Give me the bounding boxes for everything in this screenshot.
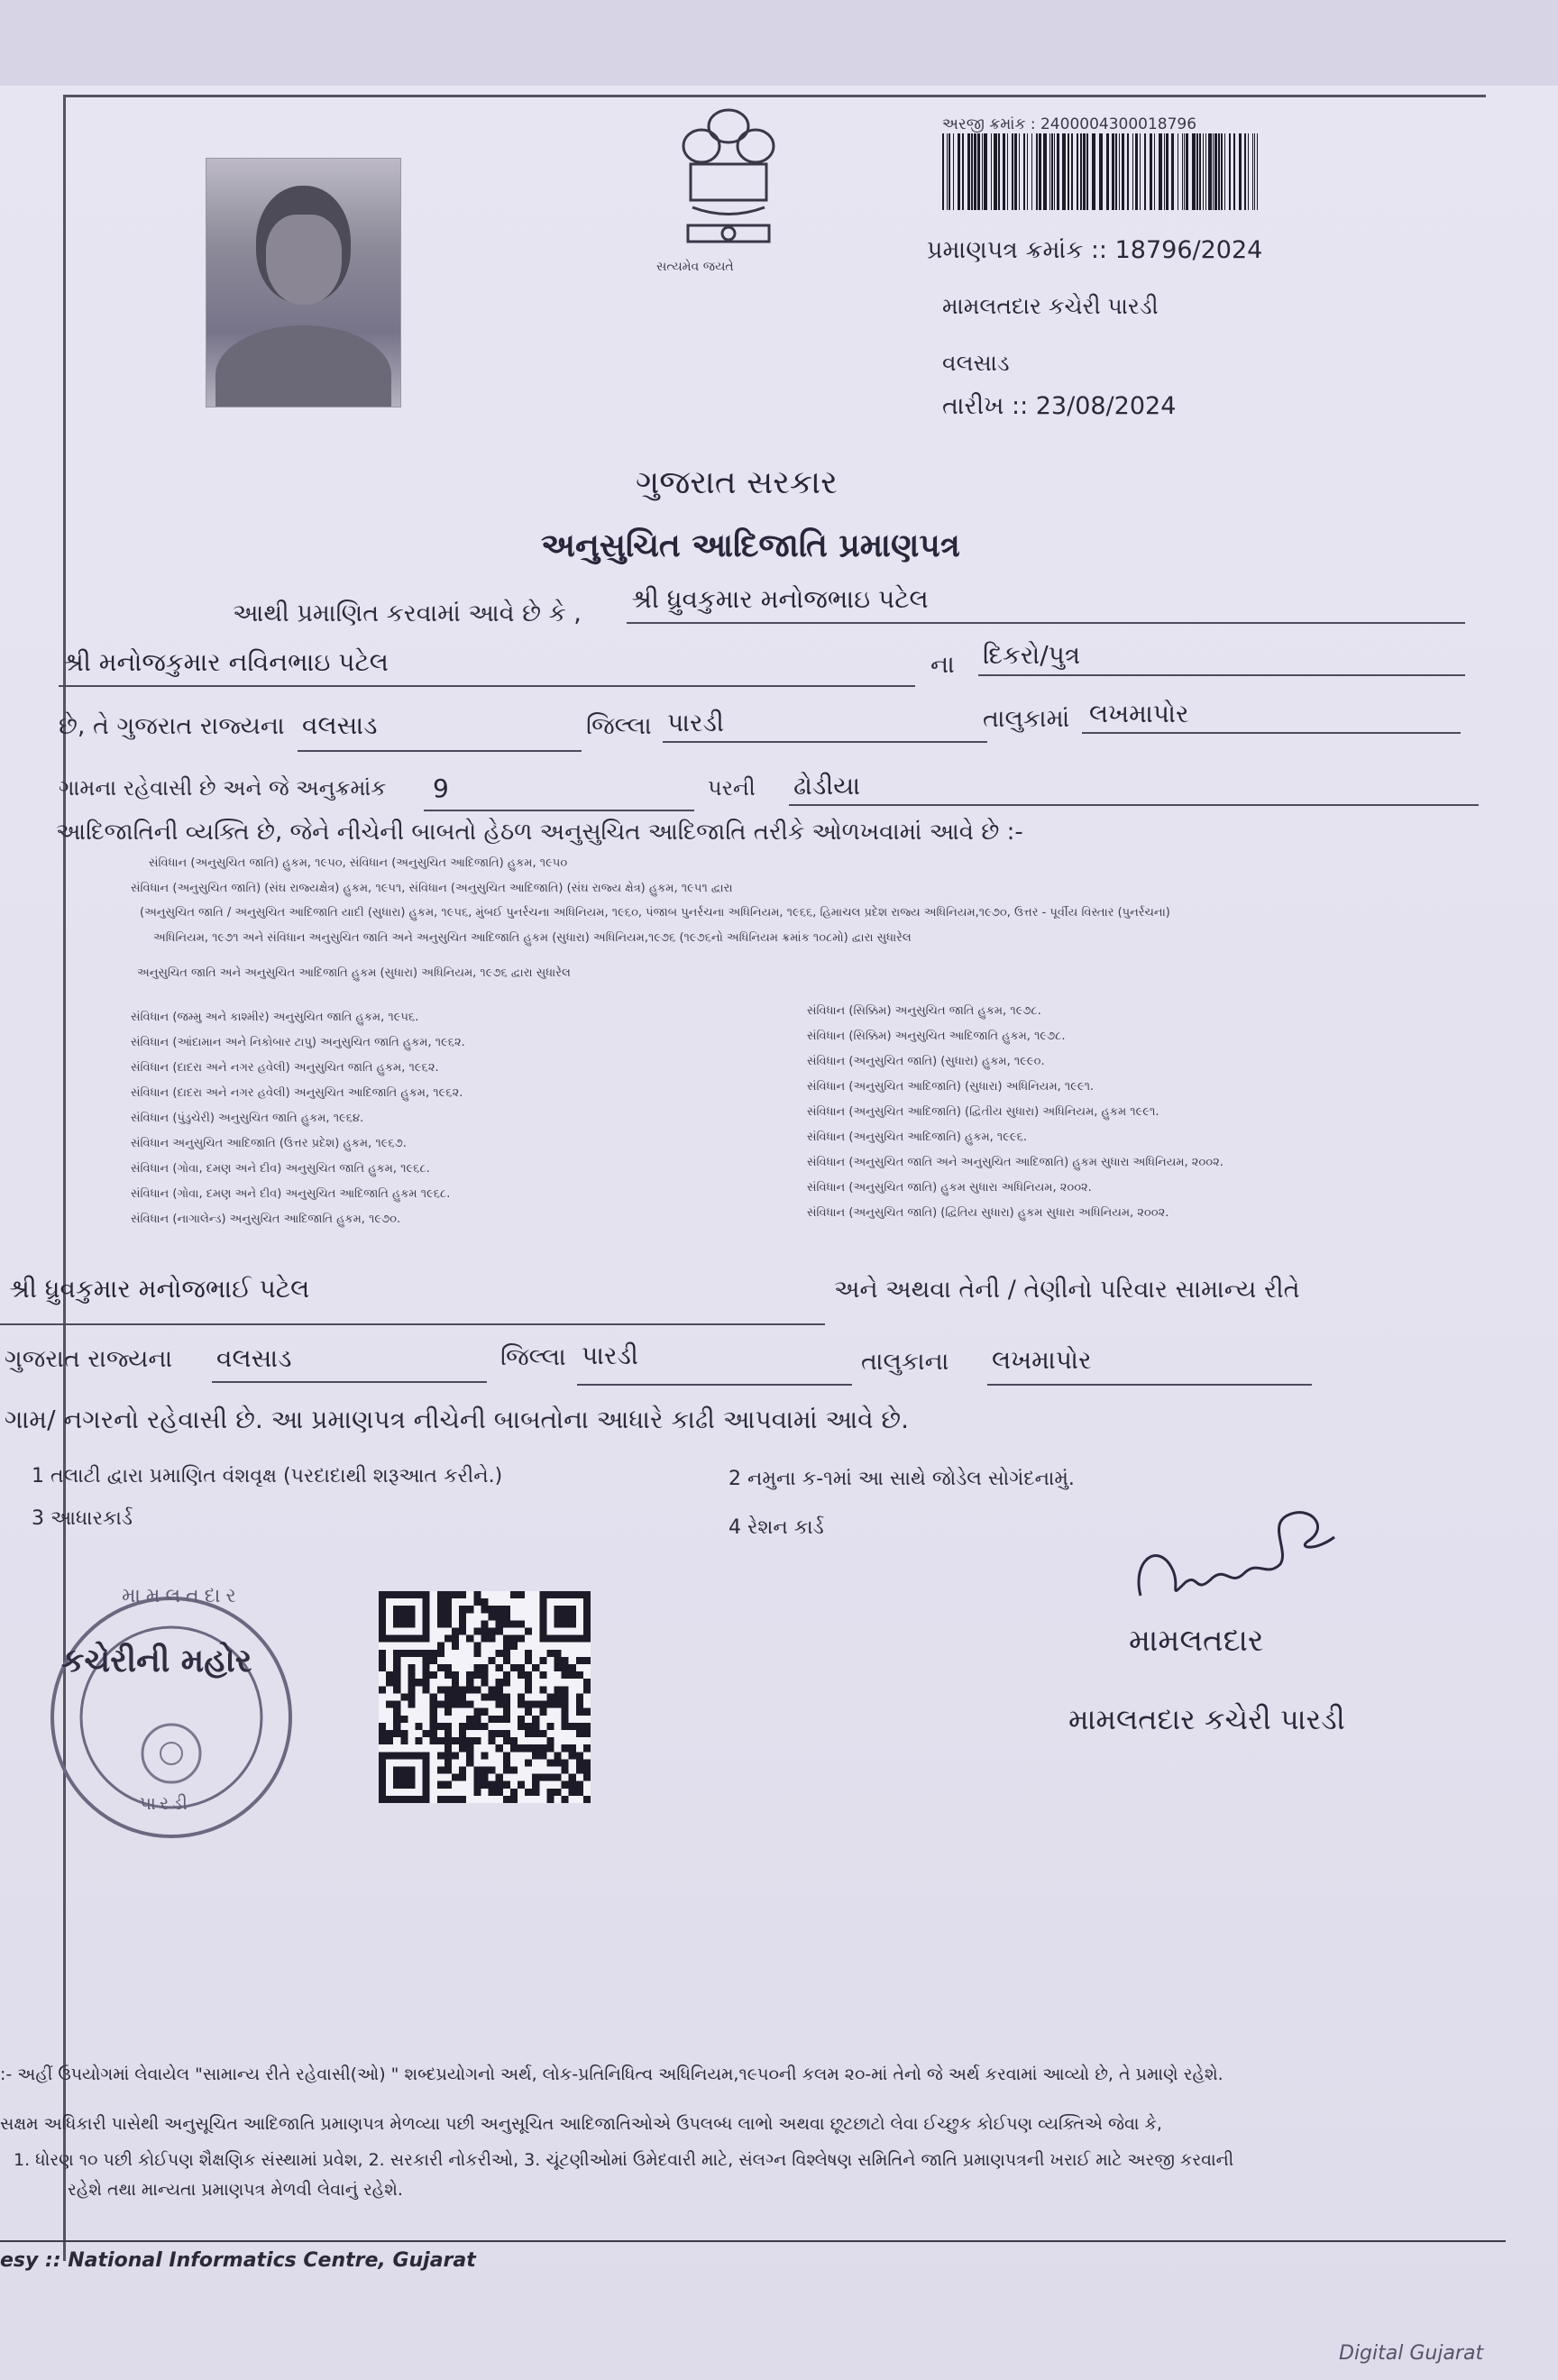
of-label-2: પરની: [708, 775, 756, 801]
footer-note: રહેશે તથા માન્યતા પ્રમાણપત્ર મેળવી લેવાનું રહેશે.: [68, 2180, 403, 2200]
serial-number: 9: [433, 774, 449, 803]
courtesy-text: esy :: National Informatics Centre, Gujarat: [0, 2249, 476, 2272]
right-order: સંવિધાન (અનુસુચિત જાતિ) હુકમ સુધારા અધિનિયમ, ૨૦૦૨.: [807, 1181, 1092, 1195]
right-order: સંવિધાન (સિક્કિમ) અનુસુચિત જાતિ હુકમ, ૧૯૭૮.: [807, 1004, 1041, 1018]
left-order: સંવિધાન (ગોવા, દમણ અને દીવ) અનુસુચિત આદિજાતિ હુકમ ૧૯૬૮.: [131, 1187, 451, 1201]
underline: [0, 1323, 825, 1325]
left-order: સંવિધાન (પુંડુચેરી) અનુસુચિત જાતિ હુકમ, ૧૯૬૪.: [131, 1112, 364, 1125]
tribe-name: ઢોડીયા: [793, 771, 861, 801]
underline: [627, 622, 1465, 624]
state-prefix: છે, તે ગુજરાત રાજ્યના: [59, 712, 285, 740]
right-order: સંવિધાન (અનુસુચિત આદિજાતિ) હુકમ, ૧૯૯૬.: [807, 1130, 1028, 1144]
of-label: ના: [930, 651, 955, 679]
underline: [663, 741, 987, 743]
issuing-district: વલસાડ: [942, 350, 1010, 376]
district-label-2: જિલ્લા: [500, 1343, 566, 1371]
footer-note: 1. ધોરણ ૧૦ પછી કોઈપણ શૈક્ષણિક સંસ્થામાં પ્રવેશ, 2. સરકારી નોકરીઓ, 3. ચૂંટણીઓમાં ઉમેદવારી માટે, સંલગ્ન વિશ્લેષણ સમિતિને જાતિ પ્રમાણપત્રની ખરાઈ માટે અરજી કરવાની: [14, 2150, 1234, 2170]
seal-ring-bottom: પારડી: [140, 1792, 191, 1814]
office-stamp-label: કચેરીની મહોર: [61, 1643, 252, 1680]
state-label-2: ગુજરાત રાજ્યના: [5, 1345, 173, 1373]
underline: [424, 810, 694, 811]
national-emblem-icon: [665, 99, 792, 279]
basis-item: 4 રેશન કાર્ડ: [729, 1516, 824, 1539]
underline: [577, 1384, 852, 1386]
emblem-caption: સત્યમેવ જયતે: [656, 260, 734, 274]
underline: [298, 750, 582, 752]
seal-ring-top: મામલતદાર: [122, 1585, 242, 1607]
government-title: ગુજરાત સરકાર: [636, 464, 838, 501]
right-order: સંવિધાન (અનુસુચિત જાતિ અને અનુસુચિત આદિજાતિ) હુકમ સુધારા અધિનિયમ, ૨૦૦૨.: [807, 1156, 1223, 1169]
district-label: જિલ્લા: [586, 712, 652, 740]
application-number: અરજી ક્રમાંક : 2400004300018796: [942, 115, 1197, 133]
signature-icon: [1123, 1488, 1348, 1632]
office-seal-icon: [27, 1569, 325, 1866]
footer-rule: [0, 2240, 1506, 2242]
village-2: લખમાપોર: [992, 1345, 1092, 1375]
right-order: સંવિધાન (સિક્કિમ) અનુસુચિત આદિજાતિ હુકમ, ૧૯૭૮.: [807, 1030, 1066, 1043]
signatory-designation: મામલતદાર: [1129, 1623, 1264, 1659]
father-name: શ્રી મનોજકુમાર નવિનભાઇ પટેલ: [63, 647, 389, 677]
order-line: સંવિધાન (અનુસુચિત જાતિ) હુકમ, ૧૯૫૦, સંવિધાન (અનુસુચિત આદિજાતિ) હુકમ, ૧૯૫૦: [149, 856, 568, 870]
order-line: (અનુસુચિત જાતિ / અનુસુચિત આદિજાતિ યાદી (સુધારા) હુકમ, ૧૯૫૬, મુંબઈ પુનર્રચના અધિનિયમ, ૧૯૬૦, પંજાબ પુનર્રચના અધિનિયમ, ૧૯૬૬, હિમાચલ પ્રદેશ રાજ્ય અધિનિયમ,૧૯૭૦, ઉત્તર - પૂર્વીય વિસ્તાર (પુનર્રચના): [140, 906, 1170, 920]
underline: [1082, 732, 1461, 734]
relation: દિકરો/પુત્ર: [983, 640, 1081, 670]
order-line: અનુસુચિત જાતિ અને અનુસુચિત આદિજાતિ હુકમ (સુધારા) અધિનિયમ, ૧૯૭૬ દ્વારા સુધારેલ: [137, 966, 571, 980]
underline: [987, 1384, 1312, 1386]
right-orders-list: [807, 999, 1223, 1226]
left-order: સંવિધાન (જમ્મુ અને કાશ્મીર) અનુસુચિત જાતિ હુકમ, ૧૯૫૬.: [131, 1011, 419, 1024]
underline: [59, 685, 915, 687]
right-order: સંવિધાન (અનુસુચિત આદિજાતિ) (દ્વિતીય સુધારા) અધિનિયમ, હુકમ ૧૯૯૧.: [807, 1105, 1159, 1119]
barcode: [942, 133, 1262, 210]
left-order: સંવિધાન અનુસુચિત આદિજાતિ (ઉત્તર પ્રદેશ) હુકમ, ૧૯૬૭.: [131, 1137, 407, 1150]
right-order: સંવિધાન (અનુસુચિત જાતિ) (સુધારા) હુકમ, ૧૯૯૦.: [807, 1055, 1045, 1068]
family-text: અને અથવા તેની / તેણીનો પરિવાર સામાન્ય રીતે: [834, 1276, 1300, 1304]
resident-sentence: ગામ/ નગરનો રહેવાસી છે. આ પ્રમાણપત્ર નીચેની બાબતોના આધારે કાઢી આપવામાં આવે છે.: [5, 1405, 909, 1434]
order-line: અધિનિયમ, ૧૯૭૧ અને સંવિધાન અનુસુચિત જાતિ અને અનુસુચિત આદિજાતિ હુકમ (સુધારા) અધિનિયમ,૧૯૭૬ (૧૯૭૬નો અધિનિયમ ક્રમાંક ૧૦૮મો) દ્વારા સુધારેલ: [153, 931, 912, 945]
tribe-sentence: આદિજાતિની વ્યક્તિ છે, જેને નીચેની બાબતો હેઠળ અનુસુચિત આદિજાતિ તરીકે ઓળખવામાં આવે છે :-: [56, 819, 1023, 846]
basis-item: 3 આધારકાર્ડ: [32, 1507, 133, 1530]
underline: [789, 804, 1479, 806]
digital-gujarat-brand: Digital Gujarat: [1339, 2342, 1484, 2365]
person-name-2: શ્રી ધ્રુવકુમાર મનોજભાઈ પટેલ: [9, 1274, 310, 1304]
taluka-2: પારડી: [582, 1341, 638, 1370]
left-order: સંવિધાન (આંદામાન અને નિકોબાર ટાપુ) અનુસુચિત જાતિ હુકમ, ૧૯૬૨.: [131, 1036, 465, 1049]
signatory-office: મામલતદાર કચેરી પારડી: [1068, 1702, 1345, 1736]
right-order: સંવિધાન (અનુસુચિત આદિજાતિ) (સુધારા) અધિનિયમ, ૧૯૯૧.: [807, 1080, 1095, 1094]
right-order: સંવિધાન (અનુસુચિત જાતિ) (દ્વિતિય સુધારા) હુકમ સુધારા અધિનિયમ, ૨૦૦૨.: [807, 1206, 1169, 1220]
underline: [212, 1381, 487, 1383]
state-district: વલસાડ: [302, 710, 378, 740]
taluka-label-2: તાલુકાના: [861, 1348, 949, 1376]
village: લખમાપોર: [1089, 699, 1189, 728]
footer-note: :- અહીં ઉપયોગમાં લેવાયેલ "સામાન્ય રીતે રહેવાસી(ઓ) " શબ્દપ્રયોગનો અર્થ, લોક-પ્રતિનિધિત્વ અધિનિયમ,૧૯૫૦ની કલમ ૨૦-માં તેનો જે અર્થ કરવામાં આવ્યો છે, તે પ્રમાણે રહેશે.: [0, 2064, 1223, 2084]
basis-item: 1 તલાટી દ્વારા પ્રમાણિત વંશવૃક્ષ (પરદાદાથી શરૂઆત કરીને.): [32, 1465, 503, 1488]
underline: [978, 674, 1465, 676]
left-order: સંવિધાન (દાદરા અને નગર હવેલી) અનુસુચિત આદિજાતિ હુકમ, ૧૯૬૨.: [131, 1086, 463, 1100]
left-order: સંવિધાન (નાગાલેન્ડ) અનુસુચિત આદિજાતિ હુકમ, ૧૯૭૦.: [131, 1213, 401, 1226]
certificate-title: અનુસુચિત આદિજાતિ પ્રમાણપત્ર: [541, 527, 960, 564]
applicant-photo: [206, 158, 401, 407]
basis-item: 2 નમુના ક-૧માં આ સાથે જોડેલ સોગંદનામું.: [729, 1468, 1075, 1490]
left-order: સંવિધાન (દાદરા અને નગર હવેલી) અનુસુચિત જાતિ હુકમ, ૧૯૬૨.: [131, 1061, 439, 1075]
district-2: વલસાડ: [216, 1343, 292, 1373]
issuing-office: મામલતદાર કચેરી પારડી: [942, 293, 1159, 319]
issue-date: તારીખ :: 23/08/2024: [942, 392, 1177, 420]
certify-prefix: આથી પ્રમાણિત કરવામાં આવે છે કે ,: [233, 600, 582, 627]
qr-code: [379, 1591, 591, 1803]
order-line: સંવિધાન (અનુસુચિત જાતિ) (સંઘ રાજ્યક્ષેત્ર) હુકમ, ૧૯૫૧, સંવિધાન (અનુસુચિત આદિજાતિ) (સંઘ રાજ્ય ક્ષેત્ર) હુકમ, ૧૯૫૧ દ્વારા: [131, 882, 733, 895]
person-name: શ્રી ધ્રુવકુમાર મનોજભાઇ પટેલ: [631, 584, 929, 614]
left-order: સંવિધાન (ગોવા, દમણ અને દીવ) અનુસુચિત જાતિ હુકમ, ૧૯૬૮.: [131, 1162, 430, 1176]
footer-note: સક્ષમ અધિકારી પાસેથી અનુસૂચિત આદિજાતિ પ્રમાણપત્ર મેળવ્યા પછી અનુસૂચિત આદિજાતિઓએ ઉપલબ્ધ લાભો અથવા છૂટછાટો લેવા ઈચ્છુક કોઈપણ વ્યક્તિએ જેવા કે,: [0, 2114, 1162, 2134]
resident-prefix: ગામના રહેવાસી છે અને જે અનુક્રમાંક: [59, 775, 387, 801]
left-orders-list: [131, 1005, 465, 1232]
taluka: પારડી: [667, 708, 724, 737]
certificate-number: પ્રમાણપત્ર ક્રમાંક :: 18796/2024: [927, 236, 1263, 264]
taluka-label: તાલુકામાં: [983, 705, 1070, 733]
